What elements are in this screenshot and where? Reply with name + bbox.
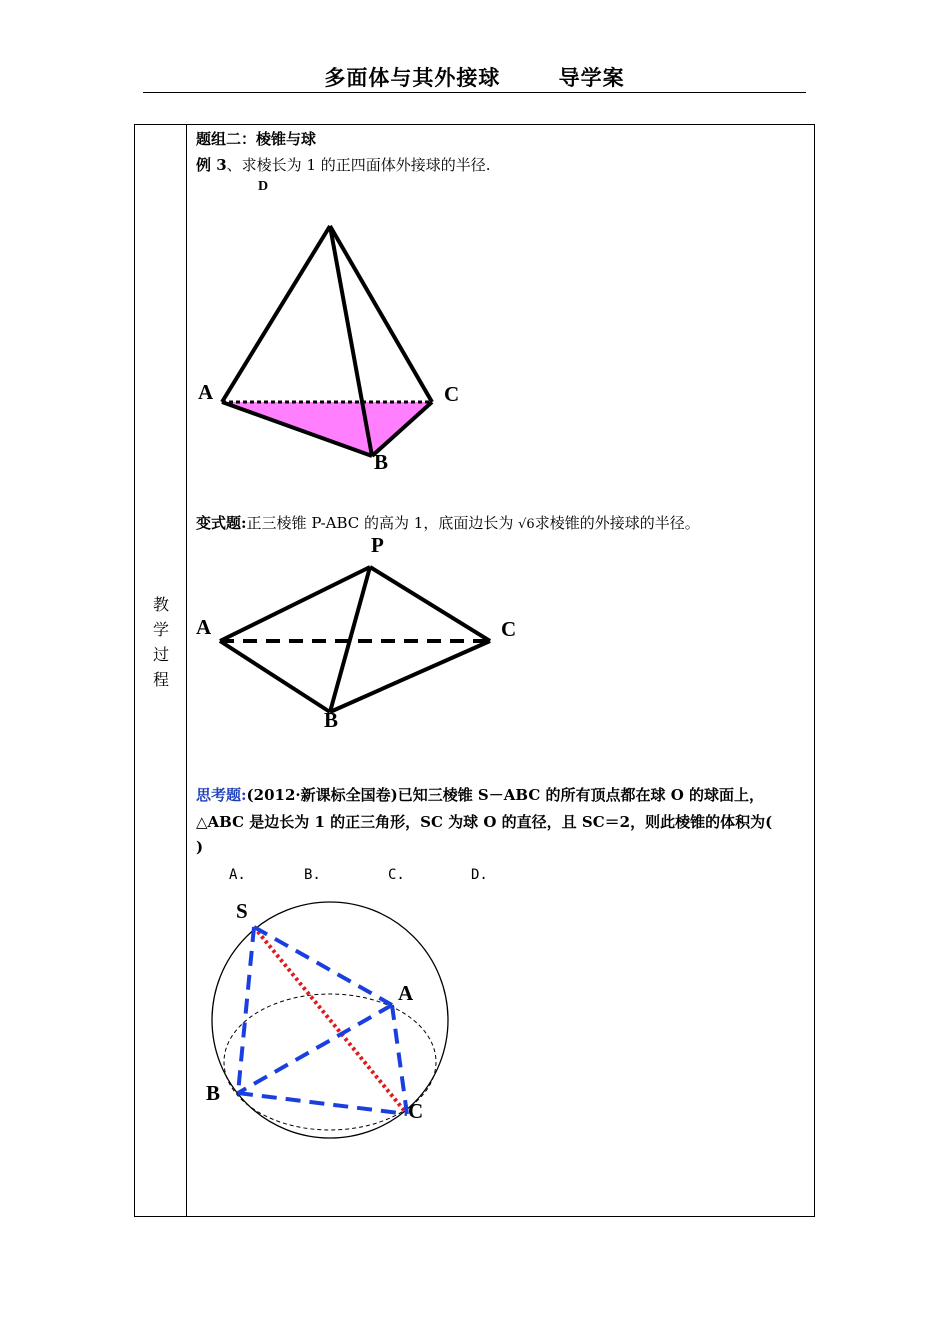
edge-sa: [254, 927, 392, 1005]
side-char: 过: [152, 645, 169, 664]
title-main: 多面体与其外接球: [324, 66, 501, 90]
variant-text-before: 正三棱锥 P-ABC 的高为 1，底面边长为: [246, 514, 514, 532]
vertex-label-a: A: [198, 380, 214, 404]
edge-bc: [238, 1093, 407, 1114]
side-char: 学: [152, 620, 169, 639]
vertex-label-c: C: [408, 1099, 424, 1123]
variant-text-after: 求棱锥的外接球的半径。: [534, 514, 700, 532]
edge-ac: [392, 1005, 407, 1114]
vertex-label-b: B: [206, 1081, 221, 1105]
vertex-label-b: B: [374, 450, 389, 474]
example-text: 、求棱长为 1 的正四面体外接球的半径.: [226, 156, 491, 174]
vertex-label-p: P: [371, 533, 384, 557]
option-c: C.: [388, 867, 405, 883]
example-label: 例 3: [196, 156, 227, 174]
side-char: 教: [152, 595, 169, 614]
vertex-label-c: C: [501, 617, 517, 641]
vertex-label-s: S: [236, 899, 248, 923]
variant-label: 变式题:: [196, 514, 247, 532]
title-sub: 导学案: [558, 66, 625, 90]
section-heading: 题组二：棱锥与球: [196, 130, 317, 148]
thinking-line-3: ): [196, 838, 204, 856]
vertex-label-b: B: [324, 708, 339, 732]
option-a: A.: [229, 867, 246, 883]
diameter-sc: [254, 927, 407, 1114]
edge-sb: [238, 927, 254, 1093]
vertex-label-a: A: [398, 981, 414, 1005]
edge-ab: [238, 1005, 392, 1093]
option-d: D.: [471, 867, 488, 883]
vertex-label-c: C: [444, 382, 460, 406]
thinking-text-1: (2012·新课标全国卷)已知三棱锥 S－ABC 的所有顶点都在球 O 的球面上，: [246, 786, 765, 804]
pyramid-edges: [238, 927, 407, 1114]
thinking-label: 思考题:: [196, 786, 247, 804]
option-b: B.: [304, 867, 321, 883]
vertex-label-a: A: [196, 615, 212, 639]
vertex-label-d: D: [258, 179, 269, 194]
side-char: 程: [152, 670, 169, 689]
thinking-line-2: △ABC 是边长为 1 的正三角形，SC 为球 O 的直径，且 SC＝2，则此棱锥的体积为(: [196, 813, 773, 831]
sqrt-six: √6: [518, 517, 535, 532]
